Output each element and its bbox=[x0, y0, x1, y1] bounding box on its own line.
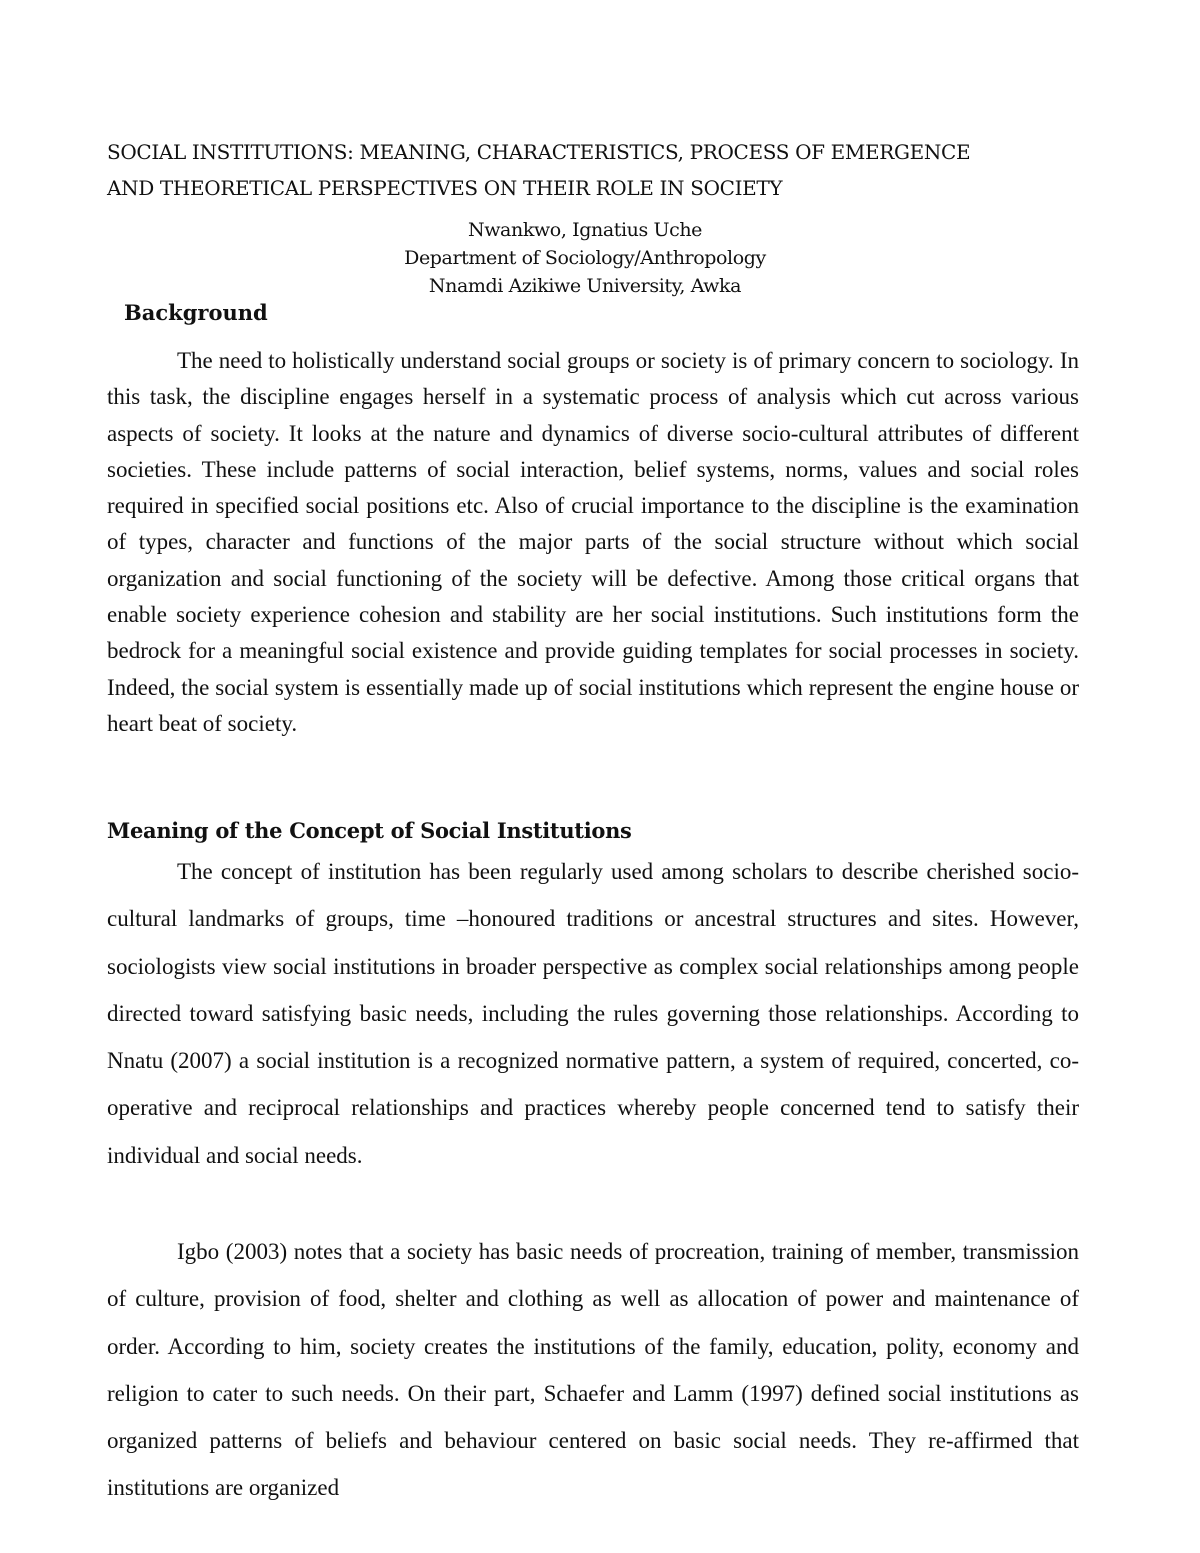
background-paragraph-text: The need to holistically understand social groups or society is of primary concern to sociology. In this task, the discipline engages herself in a systematic process of analysis which cut across various aspects of society. It looks at the nature and dynamics of diverse socio-cultural attributes of different societies. These include patterns of social interaction, belief systems, norms, values and social roles required in specified social positions etc. Also of crucial importance to the discipline is the examination of types, character and functions of the major parts of the social structure without which social organization and social functioning of the society will be defective. Among those critical organs that enable society experience cohesion and stability are her social institutions. Such institutions form the bedrock for a meaningful social existence and provide guiding templates for social processes in society. Indeed, the social system is essentially made up of social institutions which represent the engine house or heart beat of society. bbox=[107, 348, 1079, 736]
title-line-1: SOCIAL INSTITUTIONS: MEANING, CHARACTERISTICS, PROCESS OF EMERGENCE bbox=[107, 140, 971, 164]
author-name: Nwankwo, Ignatius Uche bbox=[467, 219, 703, 241]
document-title bbox=[107, 134, 1082, 206]
background-paragraph bbox=[107, 343, 1079, 742]
meaning-paragraph-1 bbox=[107, 848, 1079, 1179]
author-department: Department of Sociology/Anthropology bbox=[404, 247, 766, 269]
meaning-paragraph-2 bbox=[107, 1228, 1079, 1512]
title-line-2: AND THEORETICAL PERSPECTIVES ON THEIR ROLE IN SOCIETY bbox=[107, 176, 783, 200]
meaning-paragraph-2-text: Igbo (2003) notes that a society has basic needs of procreation, training of member, transmission of culture, provision of food, shelter and clothing as well as allocation of power and maintenance of order. According to him, society creates the institutions of the family, education, polity, economy and religion to cater to such needs. On their part, Schaefer and Lamm (1997) defined social institutions as organized patterns of beliefs and behaviour centered on basic social needs. They re-affirmed that institutions are organized bbox=[107, 1239, 1079, 1501]
meaning-heading: Meaning of the Concept of Social Institutions bbox=[107, 818, 632, 843]
author-university: Nnamdi Azikiwe University, Awka bbox=[428, 275, 742, 297]
meaning-paragraph-1-text: The concept of institution has been regularly used among scholars to describe cherished socio-cultural landmarks of groups, time –honoured traditions or ancestral structures and sites. However, sociologists view social institutions in broader perspective as complex social relationships among people directed toward satisfying basic needs, including the rules governing those relationships. According to Nnatu (2007) a social institution is a recognized normative pattern, a system of required, concerted, co-operative and reciprocal relationships and practices whereby people concerned tend to satisfy their individual and social needs. bbox=[107, 859, 1079, 1168]
author-block bbox=[300, 216, 870, 300]
background-heading: Background bbox=[124, 300, 268, 325]
